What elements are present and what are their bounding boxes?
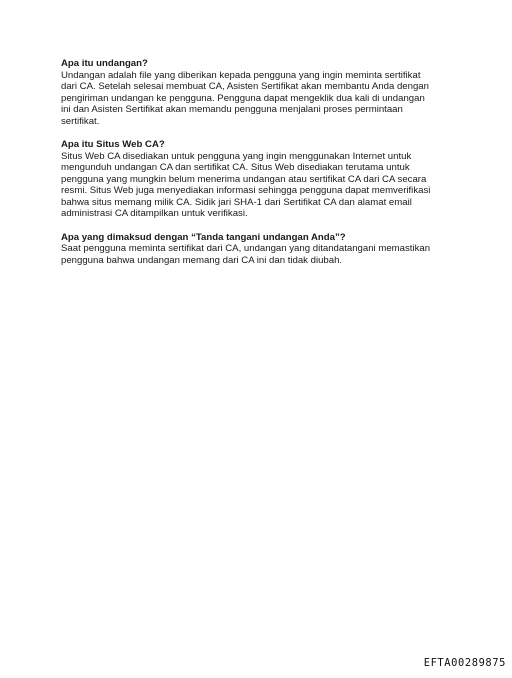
section-ca-website: [61, 139, 456, 220]
section-paragraph: [61, 70, 456, 128]
paragraph-line: bahwa situs memang milik CA. Sidik jari SHA-1 dari Sertifikat CA dan alamat email: [61, 196, 412, 208]
section-sign-invitation: [61, 232, 456, 267]
paragraph-line: pengiriman undangan ke pengguna. Pengguna dapat mengeklik dua kali di undangan: [61, 92, 425, 104]
document-body: [61, 58, 456, 278]
section-heading: Apa itu Situs Web CA?: [61, 139, 165, 150]
paragraph-line: pengguna bahwa undangan memang dari CA ini dan tidak diubah.: [61, 254, 343, 266]
paragraph-line: Situs Web CA disediakan untuk pengguna yang ingin menggunakan Internet untuk: [61, 150, 412, 162]
paragraph-line: sertifikat.: [61, 115, 100, 127]
section-invitation: [61, 58, 456, 127]
paragraph-line: mengunduh undangan CA dan sertifikat CA. Situs Web disediakan terutama untuk: [61, 162, 410, 173]
document-id-stamp: EFTA00289875: [423, 657, 506, 669]
section-heading: Apa itu undangan?: [61, 58, 148, 69]
paragraph-line: administrasi CA ditampilkan untuk verifikasi.: [61, 208, 248, 219]
paragraph-line: ini dan Asisten Sertifikat akan memandu pengguna menjalani proses permintaan: [61, 104, 403, 115]
section-paragraph: [61, 243, 456, 266]
paragraph-line: Undangan adalah file yang diberikan kepada pengguna yang ingin meminta sertifikat: [61, 69, 421, 81]
section-heading: Apa yang dimaksud dengan “Tanda tangani undangan Anda”?: [61, 231, 346, 243]
section-paragraph: [61, 151, 456, 220]
paragraph-line: dari CA. Setelah selesai membuat CA, Asisten Sertifikat akan membantu Anda dengan: [61, 81, 429, 92]
paragraph-line: pengguna yang mungkin belum menerima undangan atau sertifikat CA dari CA secara: [61, 173, 427, 185]
paragraph-line: Saat pengguna meminta sertifikat dari CA, undangan yang ditandatangani memastikan: [61, 243, 431, 254]
paragraph-line: resmi. Situs Web juga menyediakan informasi sehingga pengguna dapat memverifikasi: [61, 185, 431, 196]
